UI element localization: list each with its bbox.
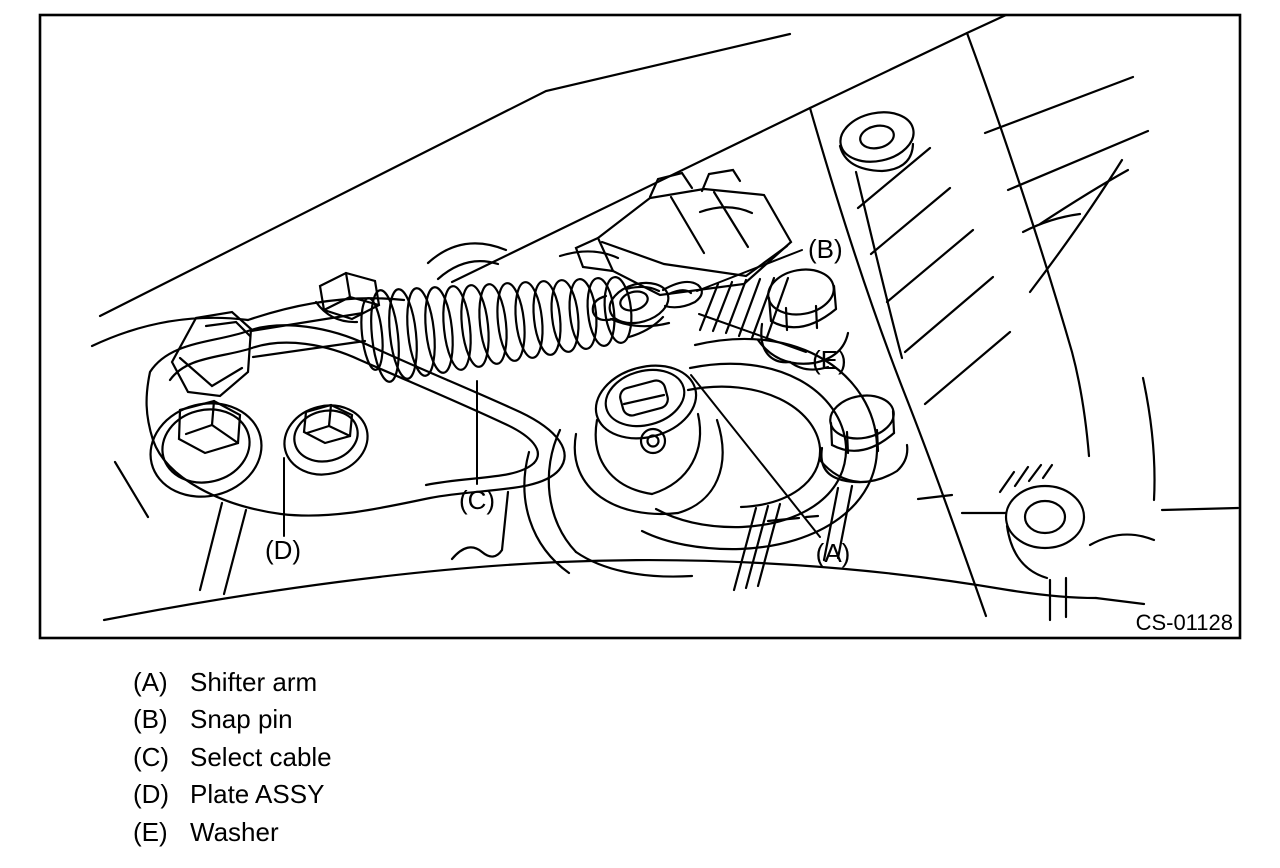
- callout-B: (B): [808, 234, 843, 264]
- legend-item: [133, 776, 332, 813]
- legend-key: (A): [133, 667, 168, 697]
- legend-item: [133, 739, 332, 776]
- figure-code: CS-01128: [1135, 610, 1233, 635]
- snap-pin-washer: [593, 276, 788, 340]
- cap-bolt-lower: [820, 391, 907, 482]
- upper-boss-hole: [836, 106, 918, 171]
- callout-A: (A): [815, 538, 851, 568]
- callout-E: (E): [812, 345, 847, 375]
- select-cable: [251, 276, 663, 383]
- legend-label: Shifter arm: [190, 667, 318, 697]
- connector-block: [576, 170, 791, 295]
- transmission-bracket: [810, 15, 1155, 616]
- shifter-arm: [524, 339, 952, 590]
- legend-label: Washer: [190, 816, 279, 847]
- parts-legend: [133, 664, 332, 851]
- legend-item: [133, 814, 332, 851]
- legend-key: (B): [133, 704, 168, 735]
- callout-D: (D): [264, 535, 302, 565]
- legend-label: Select cable: [190, 741, 332, 772]
- legend-label: Snap pin: [190, 704, 293, 735]
- body-panel-lines: [100, 34, 810, 316]
- legend-key: (E): [133, 816, 168, 847]
- plate-assy: [141, 273, 565, 516]
- legend-item: [133, 701, 332, 738]
- legend-item: [133, 664, 332, 701]
- legend-key: (C): [133, 741, 170, 772]
- legend-key: (D): [133, 779, 170, 810]
- leader-E: [699, 314, 806, 352]
- callout-C: (C): [458, 485, 496, 515]
- legend-label: Plate ASSY: [190, 779, 325, 810]
